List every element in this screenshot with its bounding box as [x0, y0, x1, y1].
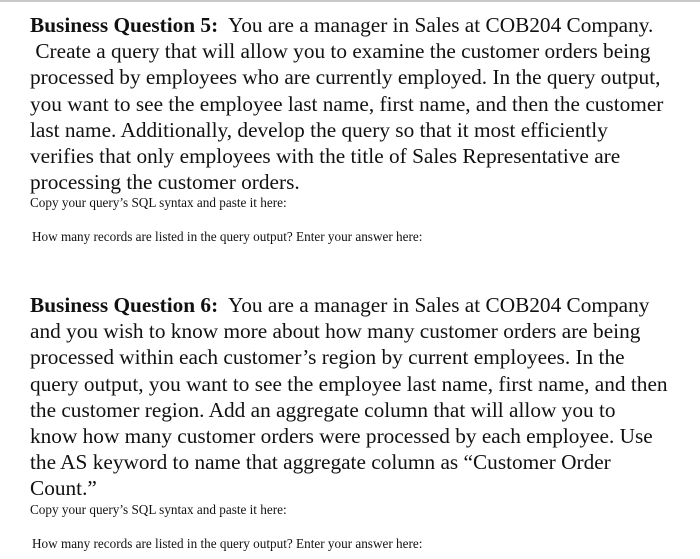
question-5-line-6: verifies that only employees with the title of Sales Representative are	[30, 144, 621, 169]
question-5-line-4: you want to see the employee last name, first name, and then the customer	[30, 91, 664, 116]
question-5-text	[30, 12, 692, 195]
question-5-records-prompt: How many records are listed in the query output? Enter your answer here:	[32, 229, 423, 245]
business-question-6	[30, 292, 692, 552]
question-5-label: Business Question 5:	[30, 13, 219, 37]
question-5-line-1-text: You are a manager in Sales at COB204 Company.	[218, 13, 654, 37]
question-6-line-1	[30, 292, 692, 318]
question-6-line-7: the AS keyword to name that aggregate column as “Customer Order	[30, 450, 611, 475]
question-6-records-prompt: How many records are listed in the query output? Enter your answer here:	[32, 535, 423, 551]
question-6-line-3: processed within each customer’s region by current employees. In the	[30, 345, 625, 370]
question-5-line-1	[30, 12, 692, 38]
question-6-label: Business Question 6:	[30, 293, 219, 317]
business-question-5	[30, 12, 692, 245]
question-6-text	[30, 292, 692, 502]
question-6-line-2: and you wish to know more about how many customer orders are being	[30, 319, 641, 344]
top-divider	[0, 0, 700, 2]
question-6-line-1-text: You are a manager in Sales at COB204 Company	[218, 293, 650, 317]
question-5-line-2: Create a query that will allow you to examine the customer orders being	[30, 39, 651, 64]
question-6-line-5: the customer region. Add an aggregate column that will allow you to	[30, 397, 616, 422]
question-6-sql-prompt: Copy your query’s SQL syntax and paste it here:	[30, 501, 287, 517]
question-6-line-6: know how many customer orders were processed by each employee. Use	[30, 424, 653, 449]
question-6-line-4: query output, you want to see the employee last name, first name, and then	[30, 371, 668, 396]
question-6-line-8: Count.”	[30, 476, 97, 501]
question-5-sql-prompt: Copy your query’s SQL syntax and paste it here:	[30, 195, 287, 211]
question-5-line-7: processing the customer orders.	[30, 170, 300, 195]
question-5-line-5: last name. Additionally, develop the query so that it most efficiently	[30, 117, 608, 142]
question-5-line-3: processed by employees who are currently employed. In the query output,	[30, 65, 661, 90]
